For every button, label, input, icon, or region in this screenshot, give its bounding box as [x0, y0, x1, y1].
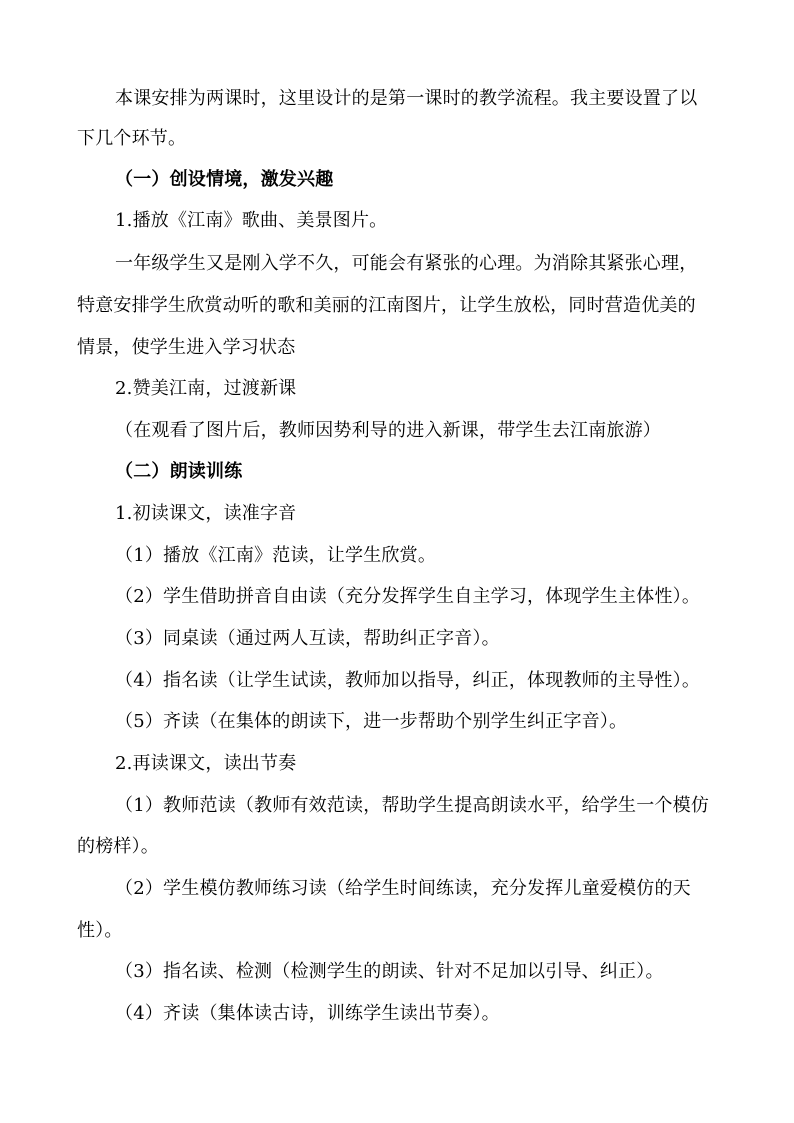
list-item: （1）教师范读（教师有效范读，帮助学生提高朗读水平，给学生一个模仿: [115, 795, 710, 816]
paragraph-line: 特意安排学生欣赏动听的歌和美丽的江南图片，让学生放松，同时营造优美的: [77, 295, 696, 316]
paragraph-intro-line-2: 下几个环节。: [77, 128, 187, 149]
item-heading-2-1: 1.初读课文，读准字音: [115, 503, 297, 524]
list-item-continuation: 性）。: [77, 920, 123, 941]
paragraph-line: 情景，使学生进入学习状态: [77, 337, 296, 358]
list-item: （4）齐读（集体读古诗，训练学生读出节奏）。: [115, 1003, 500, 1024]
list-item: （5）齐读（在集体的朗读下，进一步帮助个别学生纠正字音）。: [115, 711, 628, 732]
paragraph-line: （在观看了图片后，教师因势利导的进入新课，带学生去江南旅游）: [115, 420, 661, 441]
section-heading-2: （二）朗读训练: [115, 461, 243, 482]
list-item: （2）学生借助拼音自由读（充分发挥学生自主学习，体现学生主体性）。: [115, 586, 701, 607]
list-item-continuation: 的榜样）。: [77, 836, 159, 857]
paragraph-intro-line-1: 本课安排为两课时，这里设计的是第一课时的教学流程。我主要设置了以: [115, 88, 698, 109]
list-item: （2）学生模仿教师练习读（给学生时间练读，充分发挥儿童爱模仿的天: [115, 878, 691, 899]
item-heading-1-2: 2.赞美江南，过渡新课: [115, 378, 297, 399]
list-item: （1）播放《江南》范读，让学生欣赏。: [115, 545, 437, 566]
list-item: （3）指名读、检测（检测学生的朗读、针对不足加以引导、纠正）。: [115, 961, 664, 982]
paragraph-line: 一年级学生又是刚入学不久，可能会有紧张的心理。为消除其紧张心理，: [115, 253, 698, 274]
section-heading-1: （一）创设情境，激发兴趣: [115, 169, 334, 190]
item-heading-2-2: 2.再读课文，读出节奏: [115, 753, 297, 774]
list-item: （4）指名读（让学生试读，教师加以指导，纠正，体现教师的主导性）。: [115, 670, 701, 691]
list-item: （3）同桌读（通过两人互读，帮助纠正字音）。: [115, 628, 500, 649]
item-heading-1-1: 1.播放《江南》歌曲、美景图片。: [115, 210, 388, 231]
